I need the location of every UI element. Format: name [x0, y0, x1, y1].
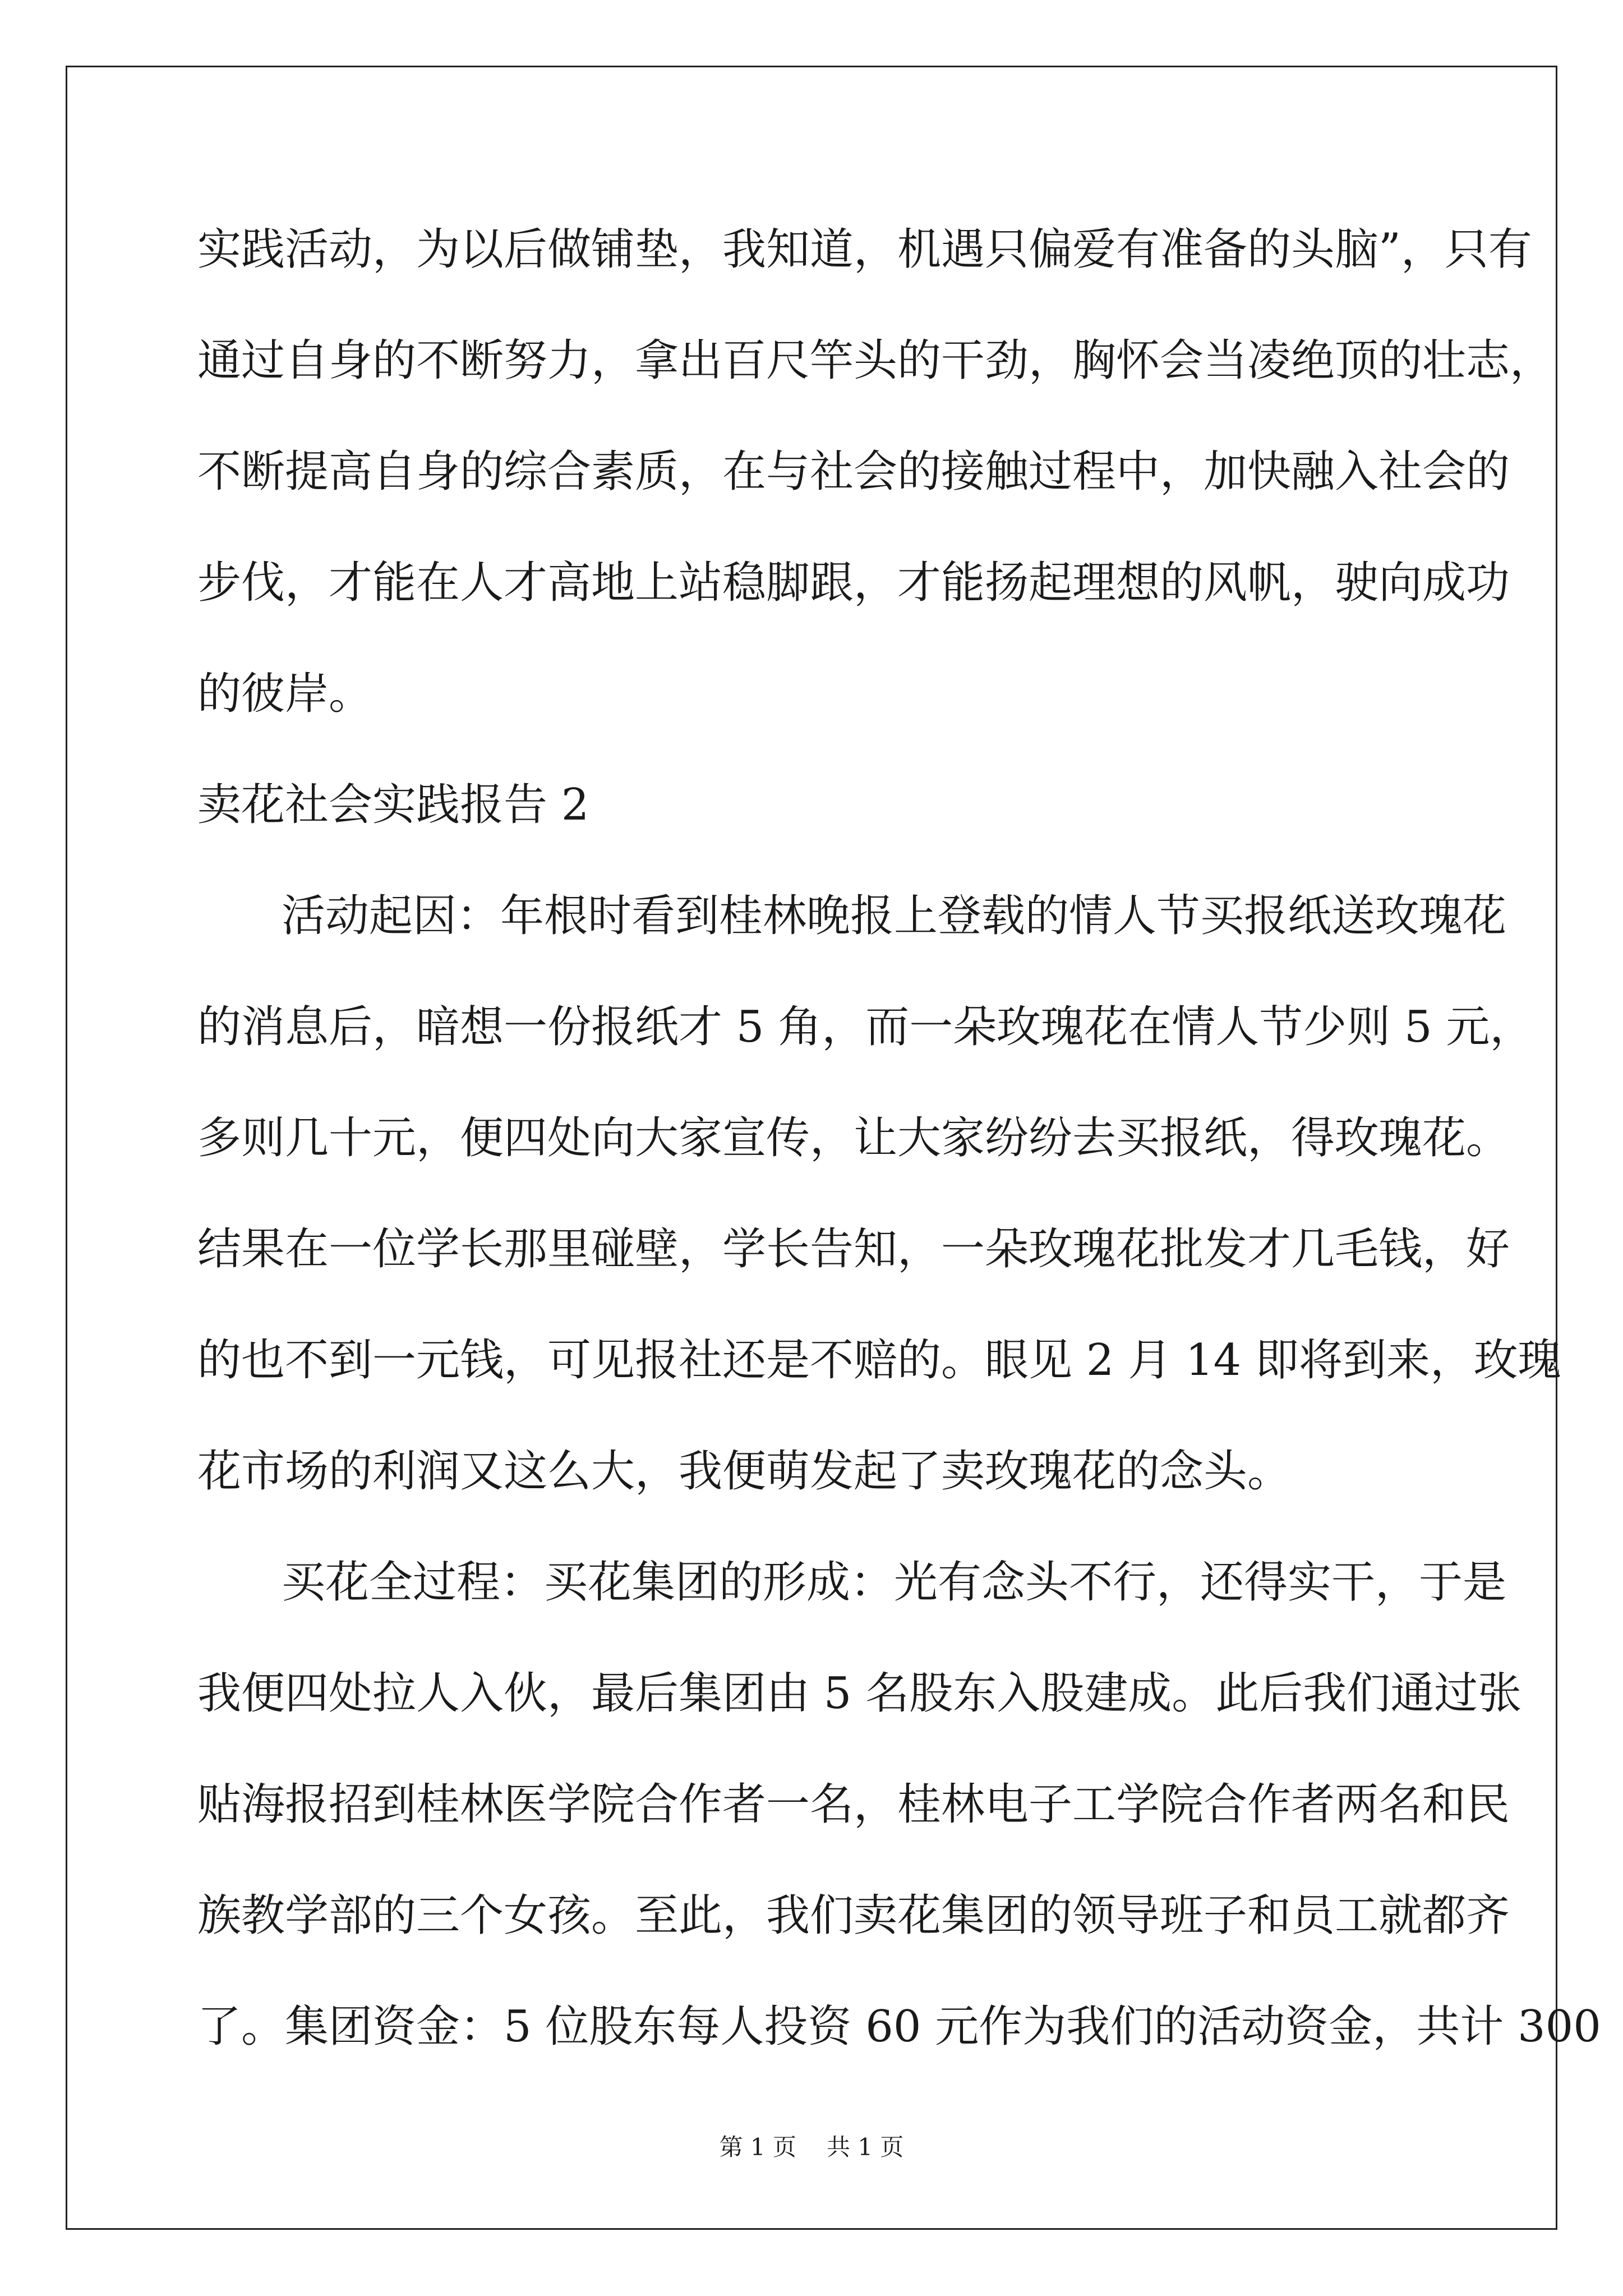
paragraph-first-line: 买花全过程：买花集团的形成：光有念头不行，还得实干，于是: [282, 1557, 1507, 1608]
text-line: 步伐，才能在人才高地上站稳脚跟，才能扬起理想的风帆，驶向成功: [197, 558, 1510, 608]
page-number: 第 1 页: [719, 2133, 796, 2161]
text-line: 族教学部的三个女孩。至此，我们卖花集团的领导班子和员工就都齐: [197, 1890, 1510, 1941]
text-line: 的也不到一元钱，可见报社还是不赔的。眼见 2 月 14 即将到来，玫瑰: [197, 1335, 1562, 1386]
text-line: 的彼岸。: [197, 669, 373, 719]
section-heading: 卖花社会实践报告 2: [197, 780, 589, 830]
text-line: 结果在一位学长那里碰壁，学长告知，一朵玫瑰花批发才几毛钱，好: [197, 1224, 1510, 1274]
text-line: 实践活动，为以后做铺垫，我知道，机遇只偏爱有准备的头脑”，只有: [197, 224, 1532, 275]
text-line: 不断提高自身的综合素质，在与社会的接触过程中，加快融入社会的: [197, 447, 1510, 497]
text-line: 贴海报招到桂林医学院合作者一名，桂林电子工学院合作者两名和民: [197, 1779, 1510, 1830]
document-body: [197, 213, 1601, 2101]
text-line: 了。集团资金：5 位股东每人投资 60 元作为我们的活动资金，共计 300: [197, 2001, 1601, 2052]
paragraph-first-line: 活动起因：年根时看到桂林晚报上登载的情人节买报纸送玫瑰花: [282, 891, 1507, 941]
page-total: 共 1 页: [827, 2133, 904, 2161]
text-line: 的消息后，暗想一份报纸才 5 角，而一朵玫瑰花在情人节少则 5 元，: [197, 1002, 1534, 1052]
page-footer: [0, 2131, 1623, 2164]
text-line: 我便四处拉人入伙，最后集团由 5 名股东入股建成。此后我们通过张: [197, 1668, 1522, 1719]
text-line: 多则几十元，便四处向大家宣传，让大家纷纷去买报纸，得玫瑰花。: [197, 1113, 1510, 1163]
text-line: 通过自身的不断努力，拿出百尺竿头的干劲，胸怀会当凌绝顶的壮志，: [197, 335, 1554, 386]
text-line: 花市场的利润又这么大，我便萌发起了卖玫瑰花的念头。: [197, 1446, 1292, 1497]
